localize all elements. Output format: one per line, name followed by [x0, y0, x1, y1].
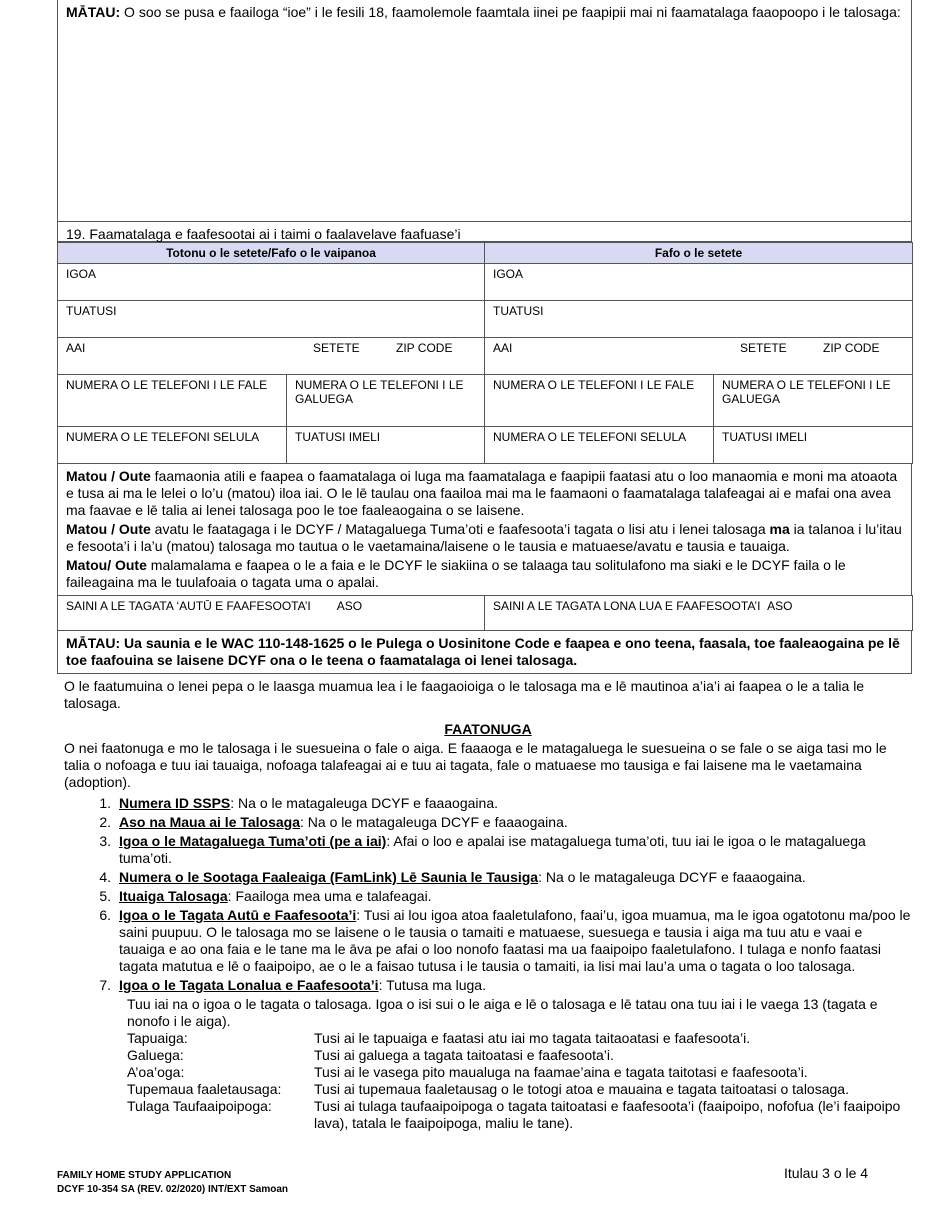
form-page: [57, 0, 912, 1132]
out-state-name-field[interactable]: IGOA: [485, 264, 913, 301]
in-state-name-field[interactable]: IGOA: [58, 264, 485, 301]
secondary-signature-field[interactable]: SAINI A LE TAGATA LONA LUA E FAAFESOOTA’I ASO: [485, 596, 913, 631]
note-label: MĀTAU:: [66, 4, 121, 20]
definition-row: Tupemaua faaletausaga: Tusi ai tupemaua faaletausag o le totogi atoa e mauaina e tagata taitoatasi o talosaga.: [127, 1081, 849, 1097]
item7-detail: Tuu iai na o igoa o le tagata o talosaga. Igoa o isi sui o le aiga e lē o talosaga e lē tatau ona tuu iai i le vaega 13 (tagata e nonofo i le aiga).: [127, 996, 878, 1029]
definition-row: Tapuaiga: Tusi ai le tapuaiga e faatasi atu iai mo tagata taitaoatasi e faafesoota’i.: [127, 1030, 751, 1046]
footer-form-id: FAMILY HOME STUDY APPLICATION DCYF 10-354 SA (REV. 02/2020) INT/EXT Samoan: [57, 1170, 289, 1195]
instructions-intro: O nei faatonuga e mo le talosaga i le suesueina o fale o aiga. E faaaoga e le matagaluega le suesueina o se fale o se aiga tasi mo le talia o nofoaga e tuu iai tauaiga, nofoaga talafeagai ai e tuu ai tagata, fale o matuaese mo tausiga e fai laisene ma le vaetamaina (adoption).: [64, 740, 887, 790]
instruction-item: 6. Igoa o le Tagata Autū e Faafesoota’i: Tusi ai lou igoa atoa faaletulafono, faai’u, igoa muamua, ma le igoa ogatotonu ma/poo le saini puupuu. O le talosaga mo se laisene o le tausia o tamaiti e matuaese, suesuega e tausia i aiga ma tuu atu e vaai e tauaiga e ao ona faia e le tane ma le āva pe afai o loo nonofo faatasi ma ua faaipoipo faaletulafono. I tulaga e nonfo faatasi tagata matutua e lē o faaipoipo, ae o le a faisao tutusa i le tausia o tamaiti, ia lisi mai lau’a uma o tagata o loo talosaga.: [99, 907, 911, 974]
note-text: O soo se pusa e faailoga “ioe” i le fesili 18, faamolemole faamtala iinei pe faapipii mai ni faamatalaga faaopoopo i le talosaga:: [120, 4, 901, 20]
in-state-city-field[interactable]: AAI SETETE ZIP CODE: [58, 338, 485, 375]
signature-table: [57, 595, 913, 631]
in-state-email-field[interactable]: TUATUSI IMELI: [287, 427, 485, 464]
definitions-table: [127, 1030, 912, 1132]
purpose-text: O le faatumuina o lenei pepa o le laasga muamua lea i le faagaoioiga o le talosaga ma e lē mautinoa a’ia’i ai faapea o le a talia le talosaga.: [64, 678, 865, 711]
in-state-home-phone-field[interactable]: NUMERA O LE TELEFONI I LE FALE: [58, 375, 287, 427]
in-state-cell-phone-field[interactable]: NUMERA O LE TELEFONI SELULA: [58, 427, 287, 464]
emergency-contacts-table: [57, 242, 913, 464]
out-of-state-header: Fafo o le setete: [485, 243, 913, 264]
in-state-address-field[interactable]: TUATUSI: [58, 301, 485, 338]
out-state-cell-phone-field[interactable]: NUMERA O LE TELEFONI SELULA: [485, 427, 714, 464]
wac-notice: MĀTAU: Ua saunia e le WAC 110-148-1625 o le Pulega o Uosinitone Code e faapea e ono teena, faasala, toe faaleaogaina pe lē toe faafouina se laisene DCYF ona o le teena o faamatalaga oi lenei talosaga.: [57, 631, 912, 674]
instruction-item: 7. Igoa o le Tagata Lonalua e Faafesoota’i: Tutusa ma luga.: [99, 977, 486, 993]
instruction-item: 3. Igoa o le Matagaluega Tuma’oti (pe a iai): Afai o loo e apalai ise matagaluega tuma’oti, tuu iai le igoa o le matagaluega tuma’oti.: [99, 833, 866, 866]
definition-row: Galuega: Tusi ai galuega a tagata taitoatasi e faafesoota’i.: [127, 1047, 614, 1063]
instructions-list: [64, 795, 912, 994]
instruction-item: 5. Ituaiga Talosaga: Faailoga mea uma e talafeagai.: [99, 888, 432, 904]
out-state-work-phone-field[interactable]: NUMERA O LE TELEFONI I LE GALUEGA: [714, 375, 913, 427]
instructions-section: [57, 674, 912, 1132]
in-state-work-phone-field[interactable]: NUMERA O LE TELEFONI I LE GALUEGA: [287, 375, 485, 427]
instruction-item: 2. Aso na Maua ai le Talosaga: Na o le matagaleuga DCYF e faaaogaina.: [99, 814, 568, 830]
primary-signature-field[interactable]: SAINI A LE TAGATA ‘AUTŪ E FAAFESOOTA’I ASO: [58, 596, 485, 631]
instructions-title: FAATONUGA: [444, 721, 532, 737]
question-19-title: 19. Faamatalaga e faafesootai ai i taimi o faalavelave faafuase’i: [57, 222, 912, 242]
out-state-home-phone-field[interactable]: NUMERA O LE TELEFONI I LE FALE: [485, 375, 714, 427]
definition-row: Tulaga Taufaaipoipoga: Tusi ai tulaga taufaaipoipoga o tagata taitoatasi e faafesoota’i (faaipoipo, nofofua (le’i faaipoipo lava), tatala le faaipoipoga, maliu le tane).: [127, 1098, 901, 1131]
out-state-address-field[interactable]: TUATUSI: [485, 301, 913, 338]
out-state-city-field[interactable]: AAI SETETE ZIP CODE: [485, 338, 913, 375]
out-state-email-field[interactable]: TUATUSI IMELI: [714, 427, 913, 464]
note-box[interactable]: [57, 0, 912, 222]
certification-block: Matou / Oute faamaonia atili e faapea o faamatalaga oi luga ma faamatalaga e faapipii faatasi atu o loo manaomia e moni ma atoaota e tusa ai ma le lelei o lo’u (matou) iloa iai. O le lē taulau ona faailoa mai ma le faamaoni o faamatalaga talafeagai ai e mafai ona avea ma faavae e lē talia ai lenei talosaga poo le toe faaleaogaina o se laisene. Matou / Oute avatu le faatagaga i le DCYF / Matagaluega Tuma’oti e faafesoota’i tagata o lisi atu i lenei talosaga ma ia talanoa i lu’itau e fesoota’i i la’u (matou) talosaga mo tautua o le vaetamaina/laisene o le tausia e matuaese/avatu e tausia e tauaiga. Matou/ Oute malamalama e faapea o le a faia e le DCYF le siakiina o se talaaga tau solitulafono ma siaki e le DCYF faila o le faileagaina ma le tuulafoaia o tagata uma o apalai.: [57, 464, 912, 595]
page-number: Itulau 3 o le 4: [784, 1165, 869, 1181]
in-state-header: Totonu o le setete/Fafo o le vaipanoa: [58, 243, 485, 264]
definition-row: A’oa’oga: Tusi ai le vasega pito maualuga na faamae’aina e tagata taitotasi e faafesoota’i.: [127, 1064, 808, 1080]
instruction-item: 4. Numera o le Sootaga Faaleaiga (FamLink) Lē Saunia le Tausiga: Na o le matagaleuga DCYF e faaaogaina.: [99, 869, 806, 885]
instruction-item: 1. Numera ID SSPS: Na o le matagaleuga DCYF e faaaogaina.: [99, 795, 498, 811]
